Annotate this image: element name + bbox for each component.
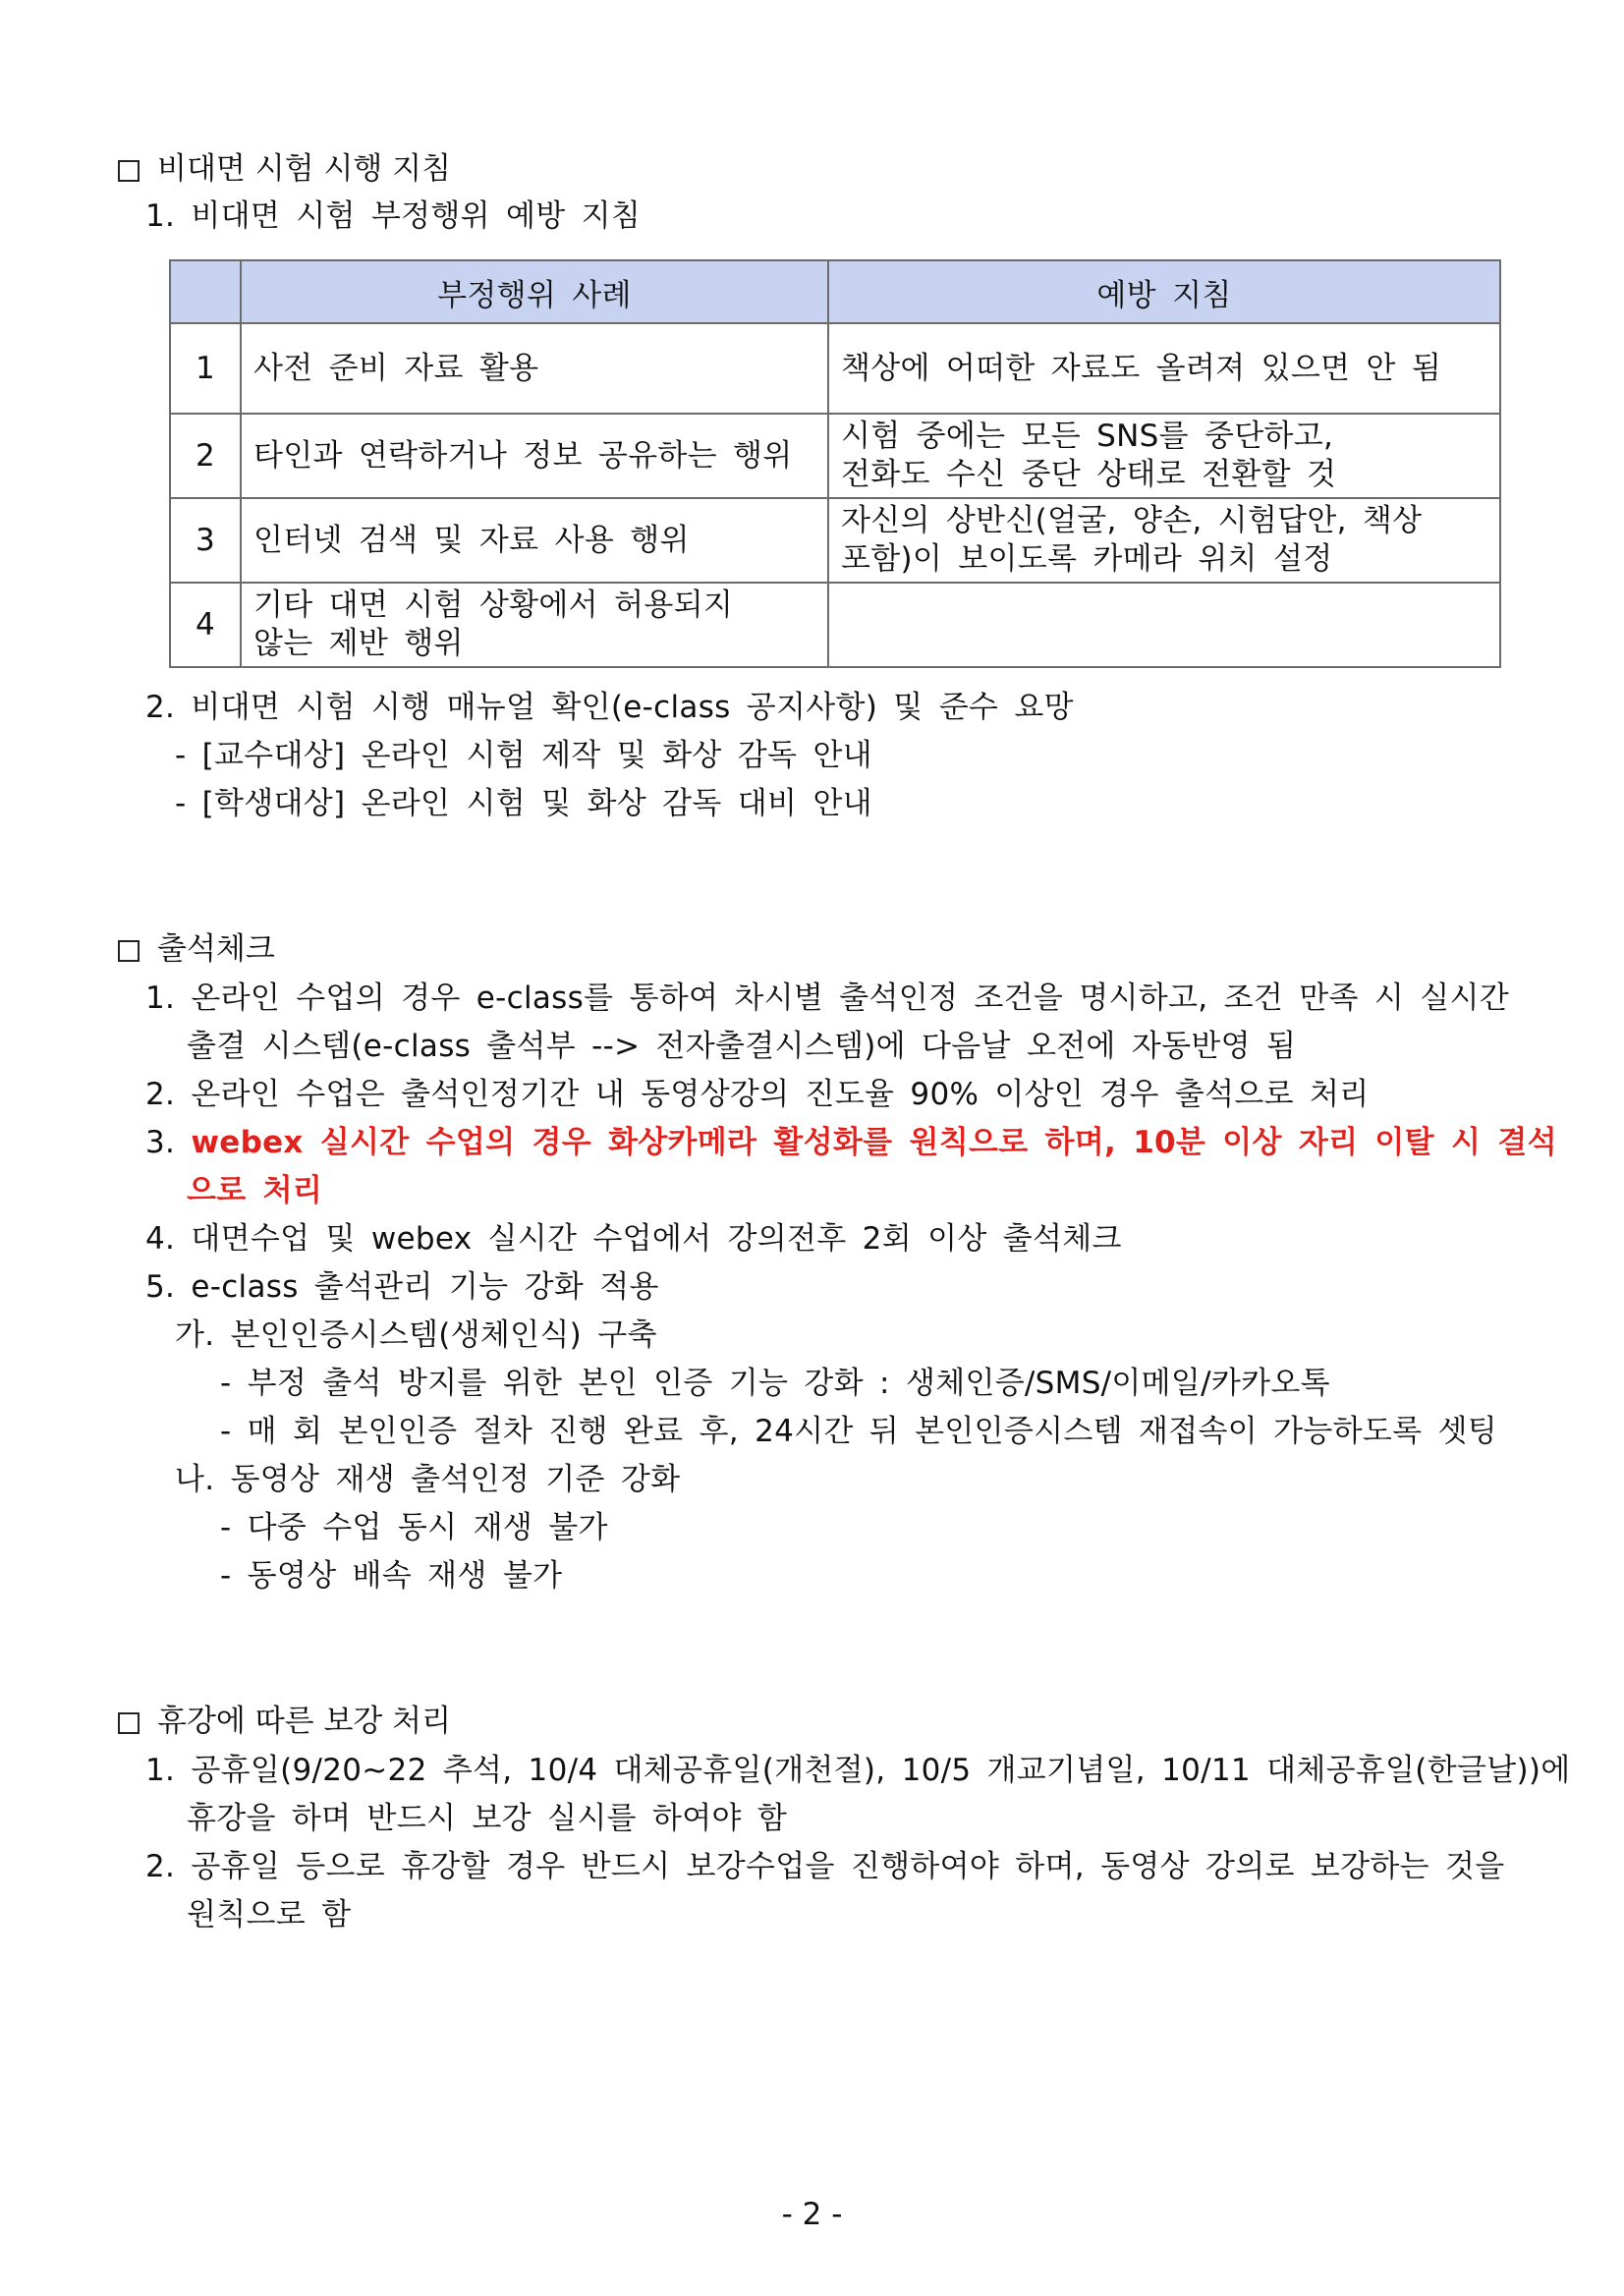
exam-item-2: 2. 비대면 시험 시행 매뉴얼 확인(e-class 공지사항) 및 준수 요망	[145, 690, 1074, 725]
table-cell-guide	[828, 414, 1500, 498]
attendance-item-4: 4. 대면수업 및 webex 실시간 수업에서 강의전후 2회 이상 출석체크	[145, 1221, 1122, 1257]
exam-item-2-sub-professor: - [교수대상] 온라인 시험 제작 및 화상 감독 안내	[175, 738, 872, 773]
guide-line: 전화도 수신 중단 상태로 전환할 것	[841, 457, 1337, 492]
guide-line: 책상에 어떠한 자료도 올려져 있으면 안 됨	[841, 350, 1442, 386]
makeup-item-1-line-1: 1. 공휴일(9/20~22 추석, 10/4 대체공휴일(개천절), 10/5 개교기념일, 10/11 대체공휴일(한글날))에	[145, 1753, 1571, 1788]
table-header-row	[170, 260, 1500, 323]
makeup-item-2-line-1: 2. 공휴일 등으로 휴강할 경우 반드시 보강수업을 진행하여야 하며, 동영상 강의로 보강하는 것을	[145, 1849, 1505, 1884]
table-cell-guide	[828, 583, 1500, 667]
table-header-guide: 예방 지침	[828, 260, 1500, 323]
makeup-item-2-line-2: 원칙으로 함	[187, 1897, 352, 1932]
case-line: 기타 대면 시험 상황에서 허용되지	[253, 588, 734, 623]
case-line: 사전 준비 자료 활용	[253, 350, 539, 386]
case-line: 타인과 연락하거나 정보 공유하는 행위	[253, 437, 793, 474]
table-cell-case	[241, 323, 828, 414]
emphasis-text: webex 실시간 수업의 경우 화상카메라 활성화를 원칙으로 하며, 10분 이상 자리 이탈 시 결석	[191, 1125, 1557, 1160]
checkbox-square-icon	[118, 160, 140, 182]
table-cell-case	[241, 498, 828, 583]
makeup-item-1-line-2: 휴강을 하며 반드시 보강 실시를 하여야 함	[187, 1801, 788, 1836]
attendance-sub-na-1: - 다중 수업 동시 재생 불가	[220, 1510, 608, 1545]
guide-line: 포함)이 보이도록 카메라 위치 설정	[841, 541, 1333, 577]
exam-item-2-sub-student: - [학생대상] 온라인 시험 및 화상 감독 대비 안내	[175, 786, 872, 821]
attendance-item-1-line-1: 1. 온라인 수업의 경우 e-class를 통하여 차시별 출석인정 조건을 명시하고, 조건 만족 시 실시간	[145, 980, 1510, 1016]
attendance-sub-na-2: - 동영상 배속 재생 불가	[220, 1558, 563, 1594]
table-row	[170, 583, 1500, 667]
page-number: - 2 -	[781, 2197, 843, 2232]
checkbox-square-icon	[118, 940, 140, 962]
item-number: 3.	[145, 1125, 176, 1160]
attendance-item-1-line-2: 출결 시스템(e-class 출석부 --> 전자출결시스템)에 다음날 오전에 자동반영 됨	[187, 1029, 1297, 1064]
attendance-sub-ga-2: - 매 회 본인인증 절차 진행 완료 후, 24시간 뒤 본인인증시스템 재접속이 가능하도록 셋팅	[220, 1414, 1498, 1449]
table-cell-guide	[828, 498, 1500, 583]
table-cell-guide	[828, 323, 1500, 414]
attendance-item-3-line-2: 으로 처리	[187, 1173, 323, 1208]
table-row	[170, 414, 1500, 498]
attendance-item-2: 2. 온라인 수업은 출석인정기간 내 동영상강의 진도율 90% 이상인 경우 출석으로 처리	[145, 1077, 1370, 1112]
guide-line: 시험 중에는 모든 SNS를 중단하고,	[841, 419, 1334, 454]
table-cell-case	[241, 414, 828, 498]
attendance-item-3-line-1	[145, 1121, 1557, 1164]
table-header-case: 부정행위 사례	[241, 260, 828, 323]
section-heading-makeup: 휴강에 따른 보강 처리	[118, 1700, 451, 1743]
cheating-prevention-table	[169, 259, 1501, 668]
table-cell-num: 1	[170, 323, 241, 414]
table-cell-num: 3	[170, 498, 241, 583]
table-row	[170, 323, 1500, 414]
attendance-sub-ga-1: - 부정 출석 방지를 위한 본인 인증 기능 강화 : 생체인증/SMS/이메일/카카오톡	[220, 1366, 1330, 1401]
table-cell-num: 2	[170, 414, 241, 498]
case-line: 인터넷 검색 및 자료 사용 행위	[253, 522, 690, 558]
guide-line: 자신의 상반신(얼굴, 양손, 시험답안, 책상	[841, 503, 1423, 538]
table-cell-case	[241, 583, 828, 667]
exam-item-1: 1. 비대면 시험 부정행위 예방 지침	[145, 198, 642, 234]
section-heading-exam: 비대면 시험 시행 지침	[118, 147, 451, 191]
attendance-sub-na: 나. 동영상 재생 출석인정 기준 강화	[175, 1462, 681, 1497]
case-line: 않는 제반 행위	[253, 626, 464, 661]
attendance-item-5: 5. e-class 출석관리 기능 강화 적용	[145, 1269, 659, 1305]
section-heading-attendance: 출석체크	[118, 927, 275, 971]
checkbox-square-icon	[118, 1712, 140, 1734]
table-row	[170, 498, 1500, 583]
table-header-num	[170, 260, 241, 323]
attendance-sub-ga: 가. 본인인증시스템(생체인식) 구축	[175, 1317, 657, 1353]
table-cell-num: 4	[170, 583, 241, 667]
